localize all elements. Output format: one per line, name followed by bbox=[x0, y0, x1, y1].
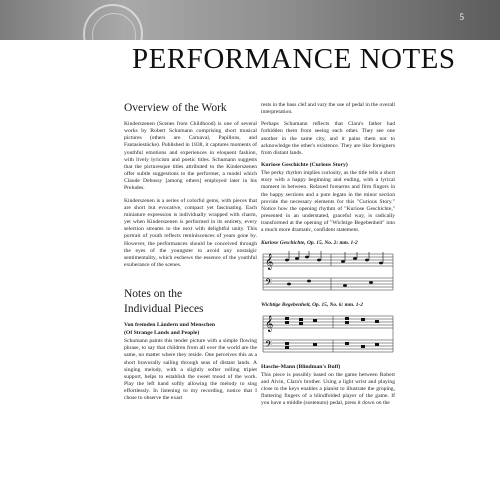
crest-seal-inner-ring bbox=[92, 13, 136, 57]
piece-3-title: Hasche-Mann (Blindman's Buff) bbox=[261, 363, 341, 370]
music-example-2-staff bbox=[261, 312, 395, 358]
piece-1-subtitle: (Of Strange Lands and People) bbox=[124, 330, 200, 337]
right-paragraph-3: The perky rhythm implies curiosity, as the title tells a short story with a happy beginning and ending, with a lyrical moment in between. Relaxed forearms and firm fingers in the happy sections and a pure legato in the minor section provide the necessary elements for this "Curious Story." Notice how the opening rhythm of "Kuriose Geschichte," presented in an understated, graceful way, is radically transformed at the opening of "Wichtige Begebenheit" into a much more dramatic, confident statement. bbox=[261, 170, 395, 234]
piece-2-title: Kuriose Geschichte (Curious Story) bbox=[261, 162, 348, 169]
overview-paragraph-2: Kinderszenen is a series of colorful gems, with pieces that are short but evocative, compact yet fascinating. Each miniature expression is individually wrapped with charm, yet when Kinderszenen is performed in its entirety, every selection streams to the next with delightful unity. This portrait of youth reflects reminiscences of years gone by. However, the performances should be conceived through the eyes of the youngster to avoid any nostalgic sentimentality, which eschews the essence of the youthful exuberance of the scenes. bbox=[124, 197, 257, 268]
piece-1-title: Von fremden Ländern und Menschen bbox=[124, 322, 216, 329]
right-paragraph-4: This piece is possibly based on the game between Robert and Alvin, Clara's brother. Using a light wrist and playing close to the keys enables a pianist to illustrate the groping, fluttering fingers of a blindfolded player of the game. If you have a middle (sostenuto) pedal, press it down on the bbox=[261, 371, 395, 407]
page-title: PERFORMANCE NOTES bbox=[132, 43, 456, 75]
piece-1-paragraph: Schumann paints this tender picture with a simple flowing phrase, to say that children from all over the world are the same, no matter where they reside. One perceives this as a short bravurally sailing through seas of distant lands. A singing melody, with a slightly softer rolling triplet support, helps to establish the sweet mood of the work. Play the left hand softly allowing the melody to sing effortlessly. In listening to my recording, notice that I chose to observe the exact bbox=[124, 338, 257, 402]
notes-heading-line-2: Individual Pieces bbox=[124, 303, 204, 316]
svg-text:𝄞: 𝄞 bbox=[265, 253, 274, 270]
svg-text:𝄢: 𝄢 bbox=[265, 338, 273, 352]
music-example-1-caption: Kuriose Geschichte, Op. 15, No. 2: mm. 1-2 bbox=[261, 239, 358, 246]
svg-text:𝄢: 𝄢 bbox=[265, 276, 273, 290]
header-band bbox=[0, 0, 500, 40]
overview-paragraph-1: Kinderszenen (Scenes from Childhood) is one of several works by Robert Schumann comprising short musical pictures (others are Carnaval, Papillons, and Fantasiestücke). Published in 1838, it captures moments of youthful emotions and experiences in eloquent fashion, with lively lyricism and poetic titles. Schumann suggests that the picturesque titles attributed to the Kinderszenen offer subtle suggestions to the performer, a model which Claude Debussy [among others] employed later in his Preludes. bbox=[124, 121, 257, 192]
right-paragraph-1: rests in the bass clef and vary the use of pedal in the overall interpretation. bbox=[261, 102, 395, 116]
overview-heading: Overview of the Work bbox=[124, 102, 227, 114]
right-column bbox=[261, 102, 395, 413]
svg-text:𝄞: 𝄞 bbox=[265, 315, 274, 332]
music-example-1-staff bbox=[261, 250, 395, 296]
left-column bbox=[124, 102, 257, 408]
right-paragraph-2: Perhaps Schumann reflects that Clara's father had forbidden them from seeing each other. They see one another in the same city, and it pains them not to acknowledge the other's existence. They are like foreigners from distant lands. bbox=[261, 121, 395, 156]
page-number: 5 bbox=[459, 12, 464, 22]
notes-heading-line-1: Notes on the bbox=[124, 288, 183, 301]
music-example-2-caption: Wichtige Begebenheit, Op. 15, No. 6: mm. 1-2 bbox=[261, 301, 363, 308]
